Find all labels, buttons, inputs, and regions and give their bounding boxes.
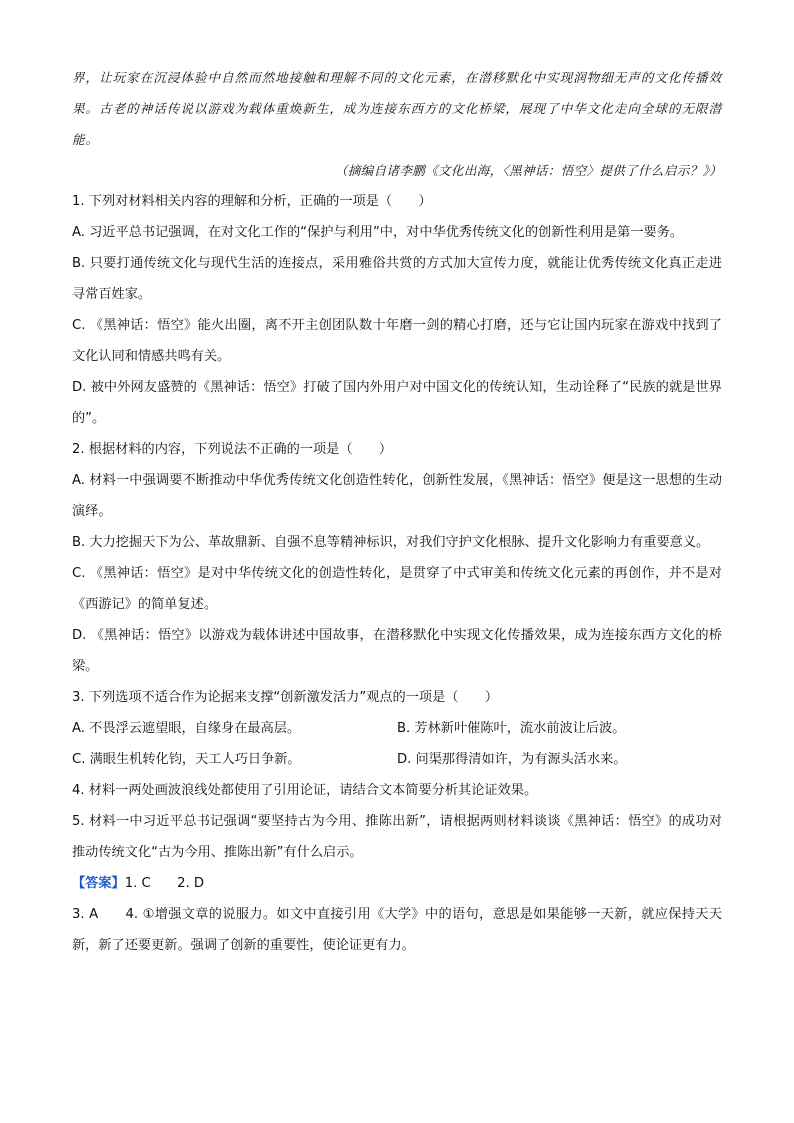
question-3-option-a: A. 不畏浮云遮望眼，自缘身在最高层。: [72, 721, 301, 736]
question-3-options-row-2: [72, 744, 722, 775]
answer-line-1: [72, 868, 722, 899]
question-2-option-c: C. 《黑神话：悟空》是对中华传统文化的创造性转化，是贯穿了中式审美和传统文化元素的再创作，并不是对《西游记》的简单复述。: [72, 566, 722, 612]
question-2-option-b: B. 大力挖掘天下为公、革故鼎新、自强不息等精神标识，对我们守护文化根脉、提升文化影响力有重要意义。: [72, 535, 710, 550]
document-page: [72, 62, 722, 961]
question-4-stem: 4. 材料一两处画波浪线处都使用了引用论证，请结合文本简要分析其论证效果。: [72, 783, 538, 798]
answer-label: 【答案】: [72, 876, 125, 891]
question-3-option-c: C. 满眼生机转化钧，天工人巧日争新。: [72, 752, 301, 767]
question-2-option-d: D. 《黑神话：悟空》以游戏为载体讲述中国故事，在潜移默化中实现文化传播效果，成为连接东西方文化的桥梁。: [72, 628, 722, 674]
question-3-stem: 3. 下列选项不适合作为论据来支撑“创新激发活力”观点的一项是（ ）: [72, 690, 499, 705]
question-3-options-row-1: [72, 713, 722, 744]
question-1-option-b: B. 只要打通传统文化与现代生活的连接点，采用雅俗共赏的方式加大宣传力度，就能让优秀传统文化真正走进寻常百姓家。: [72, 256, 722, 302]
question-1-option-d: D. 被中外网友盛赞的《黑神话：悟空》打破了国内外用户对中国文化的传统认知，生动诠释了“民族的就是世界的”。: [72, 380, 722, 426]
answer-line-2: 3. A 4. ①增强文章的说服力。如文中直接引用《大学》中的语句，意思是如果能够一天新，就应保持天天新，新了还要更新。强调了创新的重要性，使论证更有力。: [72, 907, 722, 953]
passage-citation: （摘编自诸李鹏《文化出海，〈黑神话：悟空〉提供了什么启示？》）: [334, 163, 722, 178]
question-5-stem: 5. 材料一中习近平总书记强调“要坚持古为今用、推陈出新”，请根据两则材料谈谈《黑神话：悟空》的成功对推动传统文化“古为今用、推陈出新”有什么启示。: [72, 814, 722, 860]
question-2-stem: 2. 根据材料的内容，下列说法不正确的一项是（ ）: [72, 442, 393, 457]
question-1-stem: 1. 下列对材料相关内容的理解和分析，正确的一项是（ ）: [72, 194, 432, 209]
question-1-option-c: C. 《黑神话：悟空》能火出圈，离不开主创团队数十年磨一剑的精心打磨，还与它让国内玩家在游戏中找到了文化认同和情感共鸣有关。: [72, 318, 722, 364]
question-3-option-b: B. 芳林新叶催陈叶，流水前波让后波。: [397, 721, 626, 736]
question-2-option-a: A. 材料一中强调要不断推动中华优秀传统文化创造性转化，创新性发展，《黑神话：悟空》便是这一思想的生动演绎。: [72, 473, 722, 519]
passage-text: 界，让玩家在沉浸体验中自然而然地接触和理解不同的文化元素，在潜移默化中实现润物细无声的文化传播效果。古老的神话传说以游戏为载体重焕新生，成为连接东西方的文化桥梁，展现了中华文化走向全球的无限潜能。: [72, 70, 722, 147]
question-1-option-a: A. 习近平总书记强调，在对文化工作的“保护与利用”中，对中华优秀传统文化的创新性利用是第一要务。: [72, 225, 684, 240]
question-3-option-d: D. 问渠那得清如许，为有源头活水来。: [397, 752, 627, 767]
answer-line-1-text: 1. C 2. D: [124, 876, 205, 891]
